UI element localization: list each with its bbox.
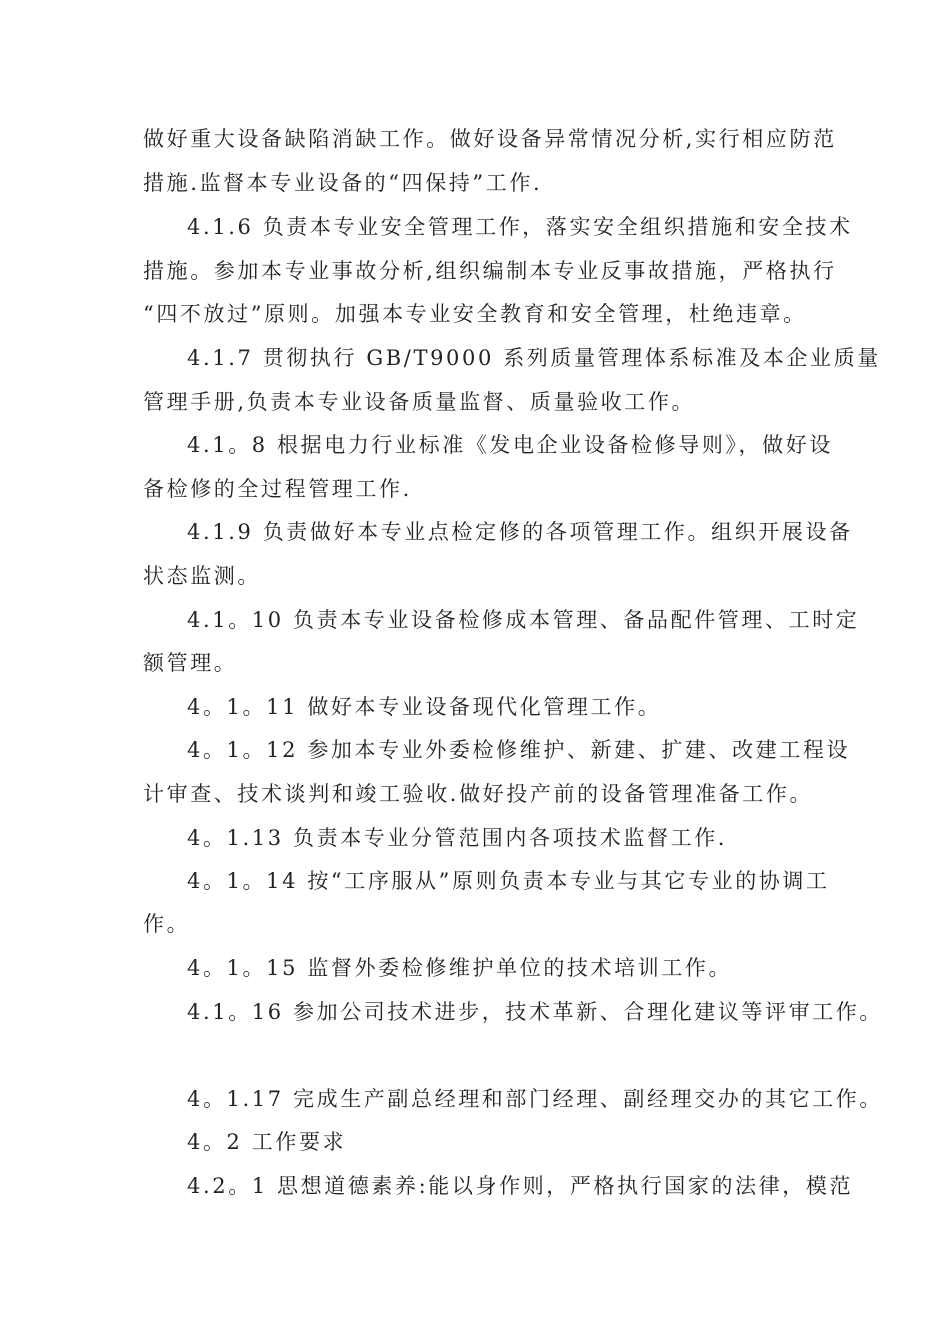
text-line: 做好重大设备缺陷消缺工作。做好设备异常情况分析,实行相应防范 (143, 127, 837, 151)
text-line: 4。2 工作要求 (187, 1130, 347, 1154)
text-line: 状态监测。 (143, 564, 261, 588)
text-line: 作。 (143, 912, 191, 936)
text-line: 管理手册,负责本专业设备质量监督、质量验收工作。 (143, 390, 696, 414)
text-line: 4.2。1 思想道德素养:能以身作则，严格执行国家的法律，模范 (187, 1174, 854, 1198)
text-line: 4.1。8 根据电力行业标准《发电企业设备检修导则》，做好设 (187, 433, 833, 457)
text-line: 措施。参加本专业事故分析,组织编制本专业反事故措施，严格执行 (143, 259, 837, 283)
text-line: 4.1.6 负责本专业安全管理工作，落实安全组织措施和安全技术 (187, 215, 853, 239)
text-line: 备检修的全过程管理工作. (143, 477, 412, 501)
text-line: 4。1。11 做好本专业设备现代化管理工作。 (187, 695, 662, 719)
text-line: 4。1。14 按“工序服从”原则负责本专业与其它专业的协调工 (187, 869, 830, 893)
text-line: 4.1.7 贯彻执行 GB/T9000 系列质量管理体系标准及本企业质量 (187, 346, 881, 370)
text-line: “四不放过”原则。加强本专业安全教育和安全管理，杜绝违章。 (143, 302, 807, 326)
text-line: 额管理。 (143, 651, 238, 675)
text-line: 4。1.17 完成生产副总经理和部门经理、副经理交办的其它工作。 (187, 1087, 883, 1111)
text-line: 4。1。15 监督外委检修维护单位的技术培训工作。 (187, 956, 733, 980)
text-line: 计审查、技术谈判和竣工验收.做好投产前的设备管理准备工作。 (143, 782, 814, 806)
text-line: 措施.监督本专业设备的“四保持”工作. (143, 171, 543, 195)
text-line: 4.1。16 参加公司技术进步，技术革新、合理化建议等评审工作。 (187, 1000, 883, 1024)
text-line: 4.1.9 负责做好本专业点检定修的各项管理工作。组织开展设备 (187, 520, 853, 544)
text-line: 4。1.13 负责本专业分管范围内各项技术监督工作. (187, 826, 728, 850)
text-line: 4.1。10 负责本专业设备检修成本管理、备品配件管理、工时定 (187, 608, 860, 632)
text-line: 4。1。12 参加本专业外委检修维护、新建、扩建、改建工程设 (187, 738, 851, 762)
